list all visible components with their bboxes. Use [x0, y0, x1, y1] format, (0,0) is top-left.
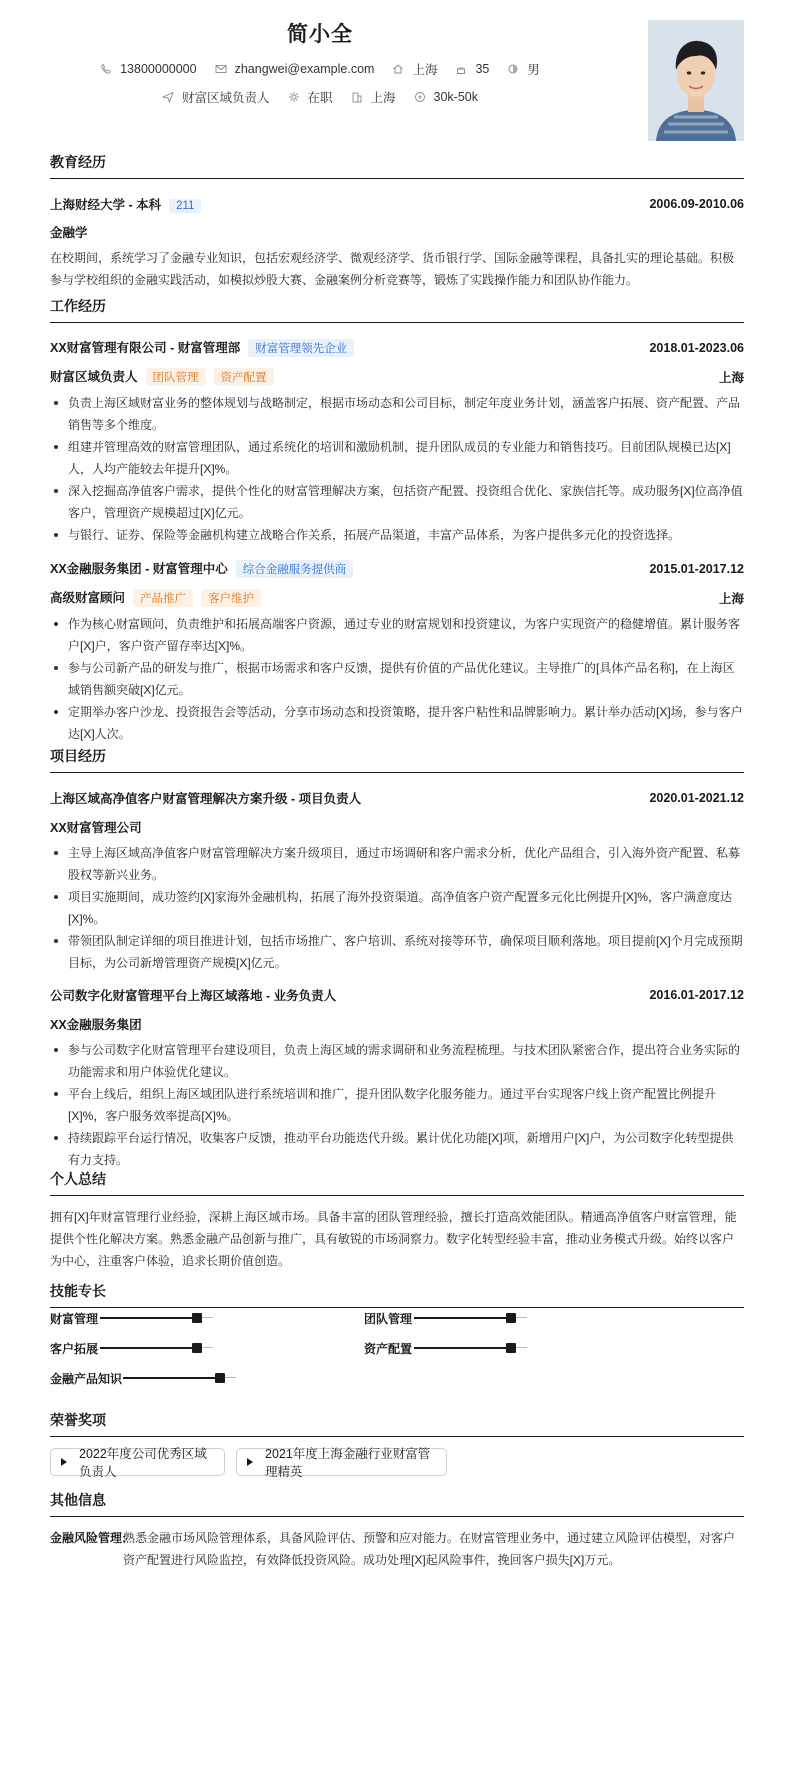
skills-title: 技能专长 — [50, 1281, 744, 1308]
honors-title: 荣誉奖项 — [50, 1410, 744, 1437]
education-title: 教育经历 — [50, 152, 744, 179]
project-bullet: 参与公司数字化财富管理平台建设项目，负责上海区域的需求调研和业务流程梳理。与技术团队紧密合作，提出符合业务实际的功能需求和用户体验优化建议。 — [50, 1039, 744, 1083]
phone-item — [100, 62, 196, 76]
age-text: 35 — [475, 62, 490, 76]
role-line — [50, 588, 261, 607]
company-name: XX金融服务集团 - 财富管理中心 — [50, 562, 228, 576]
role-tag: 产品推广 — [133, 589, 193, 607]
position-text: 财富区域负责人 — [181, 91, 270, 105]
money-icon — [414, 91, 426, 103]
role-line — [50, 367, 274, 386]
summary-text: 拥有[X]年财富管理行业经验，深耕上海区域市场。具备丰富的团队管理经验，擅长打造高效能团队。精通高净值客户财富管理，能提供个性化解决方案。熟悉金融产品创新与推广，具有敏锐的市场洞察力。数字化转型经验丰富，推动业务模式升级。始终以客户为中心，注重客户体验，追求长期价值创造。 — [50, 1210, 737, 1268]
job-bullet: 参与公司新产品的研发与推广，根据市场需求和客户反馈，提供有价值的产品优化建议。主导推广的[具体产品名称]，在上海区域销售额突破[X]亿元。 — [50, 657, 744, 701]
role-tag: 客户维护 — [201, 589, 261, 607]
project-entry — [50, 986, 744, 1171]
job-entry — [50, 559, 744, 745]
job-location: 上海 — [718, 591, 744, 606]
school-tag: 211 — [169, 199, 201, 213]
skill-bar-track — [225, 1377, 236, 1378]
play-icon — [61, 1458, 67, 1466]
send-icon — [162, 91, 174, 103]
building-icon — [351, 91, 363, 103]
school-line — [50, 195, 201, 213]
job-bullet: 组建并管理高效的财富管理团队，通过系统化的培训和激励机制，提升团队成员的专业能力和销售技巧。目前团队规模已达[X]人，人均产能较去年提升[X]%。 — [50, 436, 744, 480]
role-tag: 团队管理 — [146, 368, 206, 386]
skill-name: 金融产品知识 — [50, 1372, 123, 1386]
skill-level-marker — [215, 1373, 225, 1383]
skill-bar-track — [516, 1347, 527, 1348]
job-bullet: 深入挖掘高净值客户需求，提供个性化的财富管理解决方案，包括资产配置、投资组合优化、家族信托等。成功服务[X]位高净值客户，管理资产规模超过[X]亿元。 — [50, 480, 744, 524]
other-text: 熟悉金融市场风险管理体系，具备风险评估、预警和应对能力。在财富管理业务中，通过建立风险评估模型，对客户资产配置进行风险监控，有效降低投资风险。成功处理[X]起风险事件，挽回客户损失[X]万元。 — [123, 1531, 736, 1567]
profile-photo — [648, 20, 744, 141]
skill-level-marker — [192, 1343, 202, 1353]
job-role-line — [50, 367, 744, 386]
job-bullets — [50, 392, 744, 546]
skill-bar-fill — [123, 1377, 225, 1379]
phone-text: 13800000000 — [120, 62, 197, 76]
company-line — [50, 559, 353, 578]
company-line — [50, 338, 354, 357]
skill-name: 团队管理 — [364, 1312, 413, 1326]
job-date: 2018.01-2023.06 — [649, 340, 744, 355]
education-section — [50, 152, 744, 291]
job-location: 上海 — [718, 370, 744, 385]
company-name: XX财富管理有限公司 - 财富管理部 — [50, 341, 241, 355]
other-title: 其他信息 — [50, 1490, 744, 1517]
project-entry — [50, 789, 744, 974]
gender-item — [507, 60, 540, 78]
other-section — [50, 1490, 744, 1571]
job-bullets — [50, 613, 744, 745]
phone-icon — [100, 63, 112, 75]
summary-title: 个人总结 — [50, 1169, 744, 1196]
city-text: 上海 — [412, 63, 438, 77]
major: 金融学 — [50, 226, 88, 240]
project-org: XX财富管理公司 — [50, 821, 142, 835]
job-bullet: 与银行、证券、保险等金融机构建立战略合作关系，拓展产品渠道，丰富产品体系，为客户提供多元化的投资选择。 — [50, 524, 744, 546]
skill-bar-fill — [100, 1347, 202, 1349]
award-item — [236, 1447, 447, 1479]
summary-section — [50, 1169, 744, 1272]
cake-icon — [455, 63, 467, 75]
job-bullet: 负责上海区域财富业务的整体规划与战略制定，根据市场动态和公司目标，制定年度业务计划，涵盖客户拓展、资产配置、产品销售等多个维度。 — [50, 392, 744, 436]
age-item — [455, 62, 489, 76]
email-text: zhangwei@example.com — [234, 62, 375, 76]
skill-bar-track — [202, 1347, 213, 1348]
education-entry-head — [50, 195, 744, 213]
job-role: 财富区域负责人 — [50, 370, 138, 384]
skill-bar-fill — [100, 1317, 202, 1319]
work-title: 工作经历 — [50, 296, 744, 323]
city-item — [392, 60, 437, 78]
award-text: 2022年度公司优秀区域负责人 — [79, 1447, 207, 1479]
job-head — [50, 559, 744, 578]
job-bullet: 作为核心财富顾问，负责维护和拓展高端客户资源，通过专业的财富规划和投资建议，为客户实现资产的稳健增值。累计服务客户[X]户，客户资产留存率达[X]%。 — [50, 613, 744, 657]
role-tag: 资产配置 — [214, 368, 274, 386]
company-tag: 综合金融服务提供商 — [236, 560, 354, 578]
home-icon — [392, 63, 404, 75]
position-item — [162, 88, 270, 106]
play-icon — [247, 1458, 253, 1466]
skill-bar-track — [516, 1317, 527, 1318]
honors-section — [50, 1410, 744, 1490]
job-role-line — [50, 588, 744, 607]
email-item — [215, 62, 375, 76]
work-section — [50, 296, 744, 745]
skill-level-marker — [506, 1343, 516, 1353]
skill-bar-track — [202, 1317, 213, 1318]
status-text: 在职 — [307, 91, 333, 105]
skills-section — [50, 1281, 744, 1401]
contact-row — [0, 60, 640, 78]
other-label: 金融风险管理: — [50, 1531, 126, 1545]
job-bullet: 定期举办客户沙龙、投资报告会等活动，分享市场动态和投资策略，提升客户粘性和品牌影响力。累计举办活动[X]场，参与客户达[X]人次。 — [50, 701, 744, 745]
project-head — [50, 789, 744, 807]
mail-icon — [215, 63, 227, 75]
project-bullets — [50, 1039, 744, 1171]
award-text: 2021年度上海金融行业财富管理精英 — [265, 1447, 431, 1479]
resume-header — [0, 0, 794, 155]
project-bullet: 项目实施期间，成功签约[X]家海外金融机构，拓展了海外投资渠道。高净值客户资产配置多元化比例提升[X]%，客户满意度达[X]%。 — [50, 886, 744, 930]
work-city-text: 上海 — [370, 91, 396, 105]
project-bullets — [50, 842, 744, 974]
skill-name: 客户拓展 — [50, 1342, 99, 1356]
job-role: 高级财富顾问 — [50, 591, 126, 605]
job-entry — [50, 338, 744, 546]
project-date: 2016.01-2017.12 — [649, 988, 744, 1002]
skill-name: 财富管理 — [50, 1312, 99, 1326]
project-bullet: 主导上海区域高净值客户财富管理解决方案升级项目，通过市场调研和客户需求分析，优化产品组合，引入海外资产配置、私募股权等新兴业务。 — [50, 842, 744, 886]
project-date: 2020.01-2021.12 — [649, 791, 744, 805]
skill-level-marker — [192, 1313, 202, 1323]
education-desc: 在校期间，系统学习了金融专业知识，包括宏观经济学、微观经济学、货币银行学、国际金融等课程，具备扎实的理论基础。积极参与学校组织的金融实践活动，如模拟炒股大赛、金融案例分析竞赛等，锻炼了实践操作能力和团队协作能力。 — [50, 251, 735, 287]
skill-level-marker — [506, 1313, 516, 1323]
project-head — [50, 986, 744, 1004]
gender-icon — [507, 63, 519, 75]
project-bullet: 持续跟踪平台运行情况，收集客户反馈，推动平台功能迭代升级。累计优化功能[X]项，新增用户[X]户，为公司数字化转型提供有力支持。 — [50, 1127, 744, 1171]
school-name: 上海财经大学 - 本科 — [50, 198, 162, 212]
job-head — [50, 338, 744, 357]
skill-name: 资产配置 — [364, 1342, 413, 1356]
skill-bar-fill — [414, 1347, 516, 1349]
job-intent-row — [0, 88, 640, 106]
status-item — [288, 88, 333, 106]
project-bullet: 带领团队制定详细的项目推进计划，包括市场推广、客户培训、系统对接等环节，确保项目顺利落地。项目提前[X]个月完成预期目标，为公司新增管理资产规模[X]亿元。 — [50, 930, 744, 974]
candidate-name: 简小全 — [287, 23, 353, 46]
work-city-item — [351, 88, 396, 106]
salary-text: 30k-50k — [433, 90, 479, 104]
status-icon — [288, 91, 300, 103]
project-org: XX金融服务集团 — [50, 1018, 142, 1032]
other-item — [50, 1527, 744, 1571]
salary-item — [414, 90, 478, 104]
projects-section — [50, 746, 744, 1171]
project-name: 公司数字化财富管理平台上海区域落地 - 业务负责人 — [50, 989, 337, 1003]
projects-title: 项目经历 — [50, 746, 744, 773]
job-date: 2015.01-2017.12 — [649, 561, 744, 576]
education-date: 2006.09-2010.06 — [649, 197, 744, 211]
company-tag: 财富管理领先企业 — [248, 339, 354, 357]
skill-bar-fill — [414, 1317, 516, 1319]
project-bullet: 平台上线后，组织上海区域团队进行系统培训和推广，提升团队数字化服务能力。通过平台实现客户线上资产配置比例提升[X]%，客户服务效率提高[X]%。 — [50, 1083, 744, 1127]
award-item — [50, 1447, 225, 1479]
project-name: 上海区域高净值客户财富管理解决方案升级 - 项目负责人 — [50, 792, 362, 806]
gender-text: 男 — [527, 63, 540, 77]
